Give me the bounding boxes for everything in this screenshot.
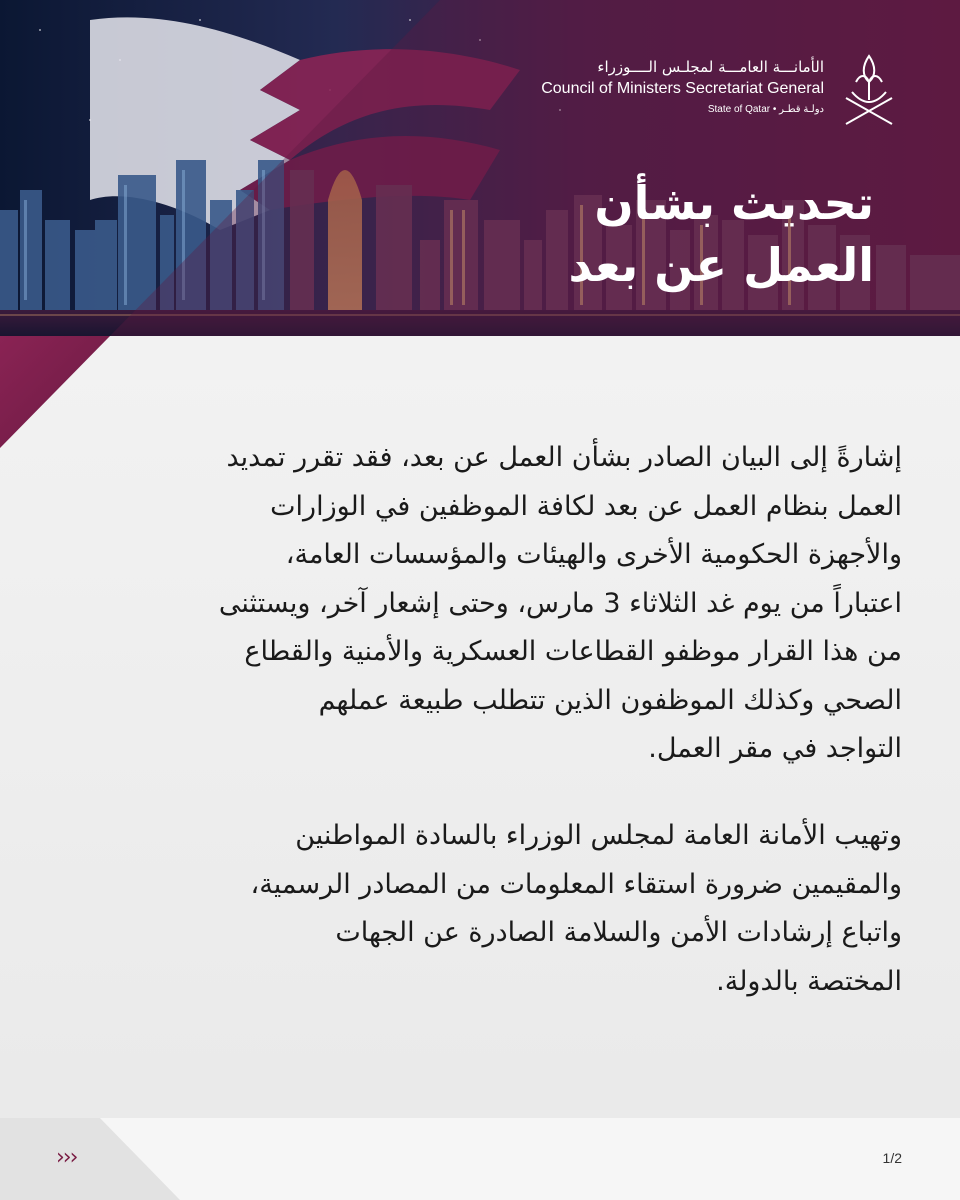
next-arrows-icon[interactable]: ››› [56, 1145, 77, 1170]
title-line-2: العمل عن بعد [568, 238, 874, 292]
paragraph-line: من هذا القرار موظفو القطاعات العسكرية والأمنية والقطاع [244, 636, 902, 667]
logo-block [540, 52, 900, 132]
paragraph-line: الصحي وكذلك الموظفون الذين تتطلب طبيعة عملهم [318, 684, 902, 716]
logo-english-text: Council of Ministers Secretariat General [541, 80, 824, 97]
logo-arabic-text: الأمانـــة العامـــة لمجلـس الــــوزراء [597, 58, 824, 76]
paragraph-line: التواجد في مقر العمل. [648, 733, 902, 764]
paragraph-line: إشارةً إلى البيان الصادر بشأن العمل عن بعد، فقد تقرر تمديد [226, 442, 902, 473]
paragraph-line: والمقيمين ضرورة استقاء المعلومات من المصادر الرسمية، [250, 868, 902, 900]
announcement-paragraph-2 [102, 812, 902, 1006]
footer [0, 1118, 960, 1200]
page-indicator: 1/2 [882, 1150, 902, 1166]
logo-state-text: State of Qatar • دولـة قطـر [707, 104, 824, 115]
paragraph-line: العمل بنظام العمل عن بعد لكافة الموظفين في الوزارات [270, 490, 902, 522]
paragraph-line: واتباع إرشادات الأمن والسلامة الصادرة عن الجهات [335, 917, 902, 948]
paragraph-line: اعتباراً من يوم غد الثلاثاء 3 مارس، وحتى إشعار آخر، ويستثنى [218, 587, 902, 619]
page-title [454, 172, 874, 296]
paragraph-line: وتهيب الأمانة العامة لمجلس الوزراء بالسادة المواطنين [295, 820, 902, 851]
paragraph-line: المختصة بالدولة. [716, 965, 902, 997]
title-line-1: تحديث بشأن [594, 176, 874, 230]
paragraph-line: والأجهزة الحكومية الأخرى والهيئات والمؤسسات العامة، [285, 539, 902, 570]
footer-background [0, 1118, 960, 1200]
emblem-icon [838, 52, 900, 130]
announcement-paragraph-1 [102, 434, 902, 774]
